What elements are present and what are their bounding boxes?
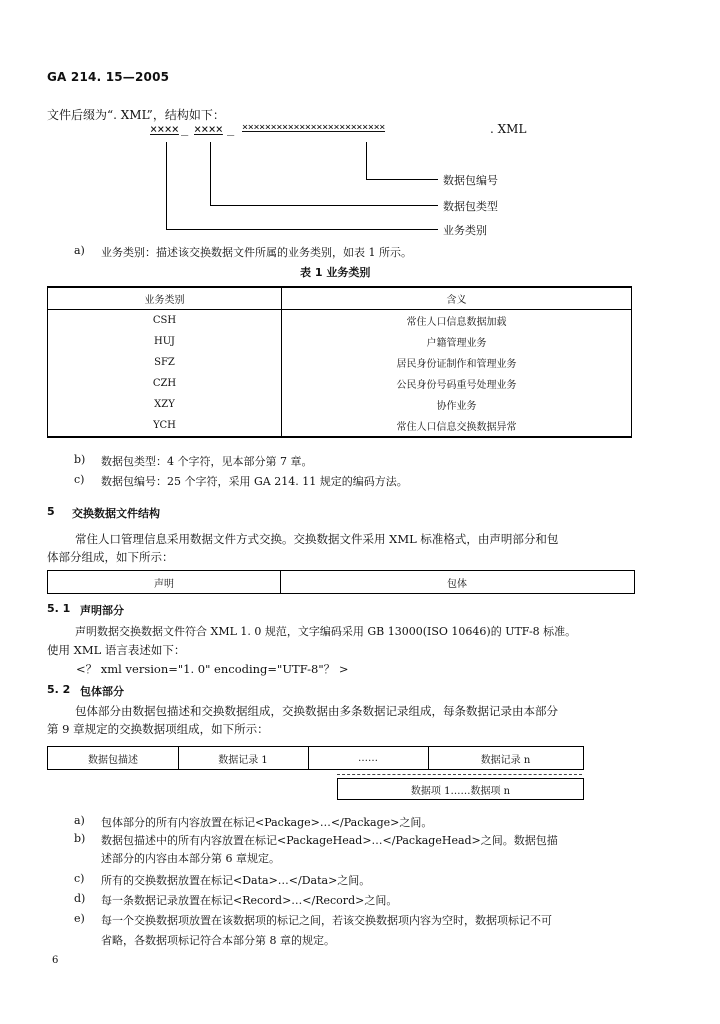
data-record-n-cell: 数据记录 n: [480, 754, 531, 766]
section-5-title: 交换数据文件结构: [72, 507, 160, 520]
connector-line-package-number: [366, 179, 438, 180]
table-row: [48, 310, 632, 332]
ellipsis-cell: ……: [358, 752, 378, 764]
list-marker-b: b): [74, 453, 86, 466]
connector-line-package-type: [210, 205, 438, 206]
section-5-para-line1: 常住人口管理信息采用数据文件方式交换。交换数据文件采用 XML 标准格式，由声明部分和包: [75, 532, 559, 546]
connector-business-category: [166, 142, 167, 230]
list-marker: a): [74, 814, 85, 827]
data-record-1-cell: 数据记录 1: [218, 754, 268, 766]
table-cell-meaning: 协作业务: [282, 394, 632, 415]
section-51-line2: 使用 XML 语言表述如下：: [47, 643, 186, 657]
section-51-title: 声明部分: [80, 604, 124, 617]
document-id: GA 214. 15—2005: [47, 70, 170, 84]
table-cell-code: YCH: [48, 415, 282, 437]
table-row: [48, 415, 632, 437]
table-row: [48, 352, 632, 373]
table-cell-meaning: 常住人口信息交换数据异常: [282, 415, 632, 437]
section-51-number: 5. 1: [47, 602, 71, 615]
list-item: 每一条数据记录放置在标记<Record>…</Record>之间。: [101, 894, 398, 907]
label-package-number: 数据包编号: [443, 174, 498, 187]
list-item: 数据包描述中的所有内容放置在标记<PackageHead>…</PackageHead>之间。数据包描: [101, 834, 558, 847]
table-caption: 表 1 业务类别: [300, 266, 371, 279]
section-51-line1: 声明数据交换数据文件符合 XML 1. 0 规范，文字编码采用 GB 13000(ISO 10646)的 UTF-8 标准。: [75, 625, 577, 638]
list-item: 每一个交换数据项放置在该数据项的标记之间，若该交换数据项内容为空时，数据项标记不可: [101, 914, 552, 927]
section-52-title: 包体部分: [80, 685, 124, 698]
data-items-box: [337, 778, 584, 800]
package-description-cell: 数据包描述: [88, 754, 138, 766]
item-c-text: 数据包编号：25 个字符，采用 GA 214. 11 规定的编码方法。: [101, 475, 408, 488]
declaration-cell: 声明: [154, 578, 174, 590]
table-cell-code: SFZ: [48, 352, 282, 373]
section-52-line2: 第 9 章规定的交换数据项组成，如下所示：: [47, 722, 269, 736]
item-a-text: 业务类别：描述该交换数据文件所属的业务类别，如表 1 所示。: [101, 246, 412, 259]
table-cell-meaning: 居民身份证制作和管理业务: [282, 352, 632, 373]
pattern-separator-1: _: [181, 122, 189, 136]
business-category-table: [47, 286, 632, 438]
list-marker-c: c): [74, 473, 85, 486]
pattern-package-number: ×××××××××××××××××××××××××: [242, 122, 386, 133]
table-cell-code: CZH: [48, 373, 282, 394]
section-5-para-line2: 体部分组成，如下所示：: [47, 550, 174, 564]
suffix-intro: 文件后缀为“. XML”，结构如下：: [47, 108, 225, 122]
table-header-cell: 含义: [282, 287, 632, 310]
list-marker: e): [74, 912, 85, 925]
pattern-separator-2: _: [227, 122, 235, 136]
pattern-package-type: ××××: [194, 122, 223, 136]
package-body-box: [47, 746, 584, 770]
connector-package-type: [210, 142, 211, 206]
connector-package-number: [366, 142, 367, 180]
list-marker: c): [74, 872, 85, 885]
table-cell-code: HUJ: [48, 331, 282, 352]
list-marker-a: a): [74, 244, 85, 257]
connector-line-business-category: [166, 229, 438, 230]
section-5-number: 5: [47, 505, 55, 518]
file-structure-box: [47, 570, 635, 594]
table-row: [48, 394, 632, 415]
table-header-row: [48, 287, 632, 310]
pattern-business-category: ××××: [150, 122, 179, 136]
label-business-category: 业务类别: [443, 224, 487, 237]
expansion-guide-line: [337, 774, 582, 775]
table-cell-code: CSH: [48, 310, 282, 332]
table-header-cell: 业务类别: [48, 287, 282, 310]
section-52-number: 5. 2: [47, 683, 71, 696]
item-b-text: 数据包类型：4 个字符，见本部分第 7 章。: [101, 455, 313, 468]
pattern-extension: . XML: [490, 122, 527, 136]
list-item: 包体部分的所有内容放置在标记<Package>…</Package>之间。: [101, 816, 433, 829]
table-row: [48, 373, 632, 394]
table-cell-meaning: 常住人口信息数据加载: [282, 310, 632, 332]
label-package-type: 数据包类型: [443, 200, 498, 213]
body-cell: 包体: [447, 578, 467, 590]
list-item-continuation: 述部分的内容由本部分第 6 章规定。: [101, 852, 280, 865]
list-item-continuation: 省略，各数据项标记符合本部分第 8 章的规定。: [101, 934, 335, 947]
page-number: 6: [52, 955, 59, 966]
xml-declaration-code: <？ xml version="1. 0" encoding="UTF-8"？ >: [76, 662, 349, 676]
section-52-line1: 包体部分由数据包描述和交换数据组成，交换数据由多条数据记录组成，每条数据记录由本部分: [75, 704, 558, 718]
table-cell-code: XZY: [48, 394, 282, 415]
table-cell-meaning: 户籍管理业务: [282, 331, 632, 352]
data-items-cell: 数据项 1……数据项 n: [410, 785, 511, 797]
list-marker: b): [74, 832, 86, 845]
list-item: 所有的交换数据放置在标记<Data>…</Data>之间。: [101, 874, 371, 887]
list-marker: d): [74, 892, 86, 905]
table-cell-meaning: 公民身份号码重号处理业务: [282, 373, 632, 394]
table-row: [48, 331, 632, 352]
